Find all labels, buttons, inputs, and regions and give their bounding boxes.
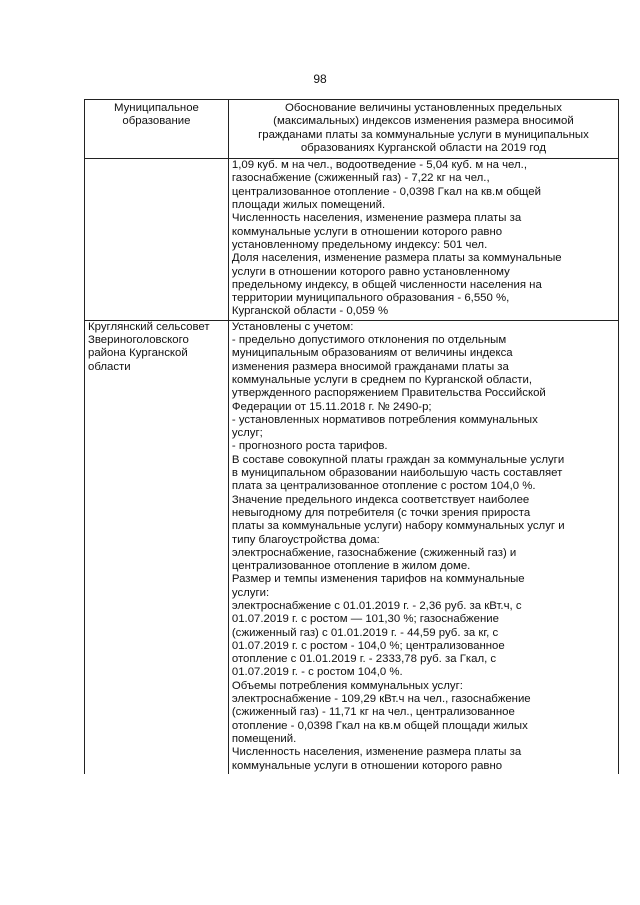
text-line: Численность населения, изменение размера платы за xyxy=(231,212,522,225)
text-line: Значение предельного индекса соответствует наиболее xyxy=(231,493,530,506)
text-line: платы за коммунальные услуги) набору коммунальных услуг и xyxy=(231,520,565,533)
text-line: В составе совокупной платы граждан за коммунальные услуги xyxy=(231,453,565,466)
text-line: отопление с 01.01.2019 г. - 2333,78 руб. за Гкал, с xyxy=(231,653,497,666)
text-line: централизованное отопление в жилом доме. xyxy=(231,560,471,573)
text-line: (сжиженный газ) - 11,71 кг на чел., централизованное xyxy=(231,706,515,719)
text-line: предельному индексу, в общей численности населения на xyxy=(231,278,542,291)
text-line: установленному предельному индексу: 501 чел. xyxy=(231,238,488,251)
text-line: услуги: xyxy=(231,586,270,599)
municipality-name-line: области xyxy=(88,360,131,373)
text-line: газоснабжение (сжиженный газ) - 7,22 кг на чел., xyxy=(231,172,490,185)
text-line: - установленных нормативов потребления коммунальных xyxy=(231,413,538,426)
text-line: Курганской области - 0,059 % xyxy=(231,305,389,318)
text-line: коммунальные услуги в отношении которого равно xyxy=(231,225,503,238)
text-line: 01.07.2019 г. с ростом - 104,0 %; централизованное xyxy=(231,639,505,652)
text-line: (сжиженный газ) с 01.01.2019 г. - 44,59 руб. за кг, с xyxy=(231,626,499,639)
text-line: электроснабжение, газоснабжение (сжиженный газ) и xyxy=(231,546,517,559)
header-line: гражданами платы за коммунальные услуги в муниципальных xyxy=(258,128,589,141)
text-line: плата за централизованное отопление с ростом 104,0 %. xyxy=(231,480,536,493)
text-line: 1,09 куб. м на чел., водоотведение - 5,04 куб. м на чел., xyxy=(231,159,527,172)
header-line: Муниципальное xyxy=(113,102,199,114)
text-line: электроснабжение с 01.01.2019 г. - 2,36 руб. за кВт.ч, с xyxy=(231,599,522,612)
header-justification xyxy=(228,100,618,159)
header-line: образование xyxy=(122,115,191,128)
table-row xyxy=(85,320,619,774)
municipality-cell xyxy=(85,320,229,774)
header-municipality xyxy=(85,100,229,159)
text-line: площади жилых помещений. xyxy=(231,199,386,212)
text-line: коммунальные услуги в отношении которого равно xyxy=(231,759,503,772)
municipality-name-line: Круглянский сельсовет xyxy=(88,320,210,333)
tariff-index-table xyxy=(84,99,619,774)
header-line: Обоснование величины установленных предельных xyxy=(284,102,562,114)
text-line: централизованное отопление - 0,0398 Гкал на кв.м общей xyxy=(231,185,542,198)
text-line: Федерации от 15.11.2018 г. № 2490-р; xyxy=(231,400,432,413)
text-line: Численность населения, изменение размера платы за xyxy=(231,746,522,759)
text-line: услуг; xyxy=(231,427,263,440)
table-row xyxy=(85,159,619,321)
text-line: помещений. xyxy=(231,732,297,745)
text-line: - прогнозного роста тарифов. xyxy=(231,440,388,453)
text-line: муниципальным образованиям от величины индекса xyxy=(231,347,513,360)
text-line: 01.07.2019 г. с ростом — 101,30 %; газоснабжение xyxy=(231,613,500,626)
text-line: услуги в отношении которого равно установленному xyxy=(231,265,510,278)
header-line: (максимальных) индексов изменения размера вносимой xyxy=(273,115,574,128)
text-line: невыгодному для потребителя (с точки зрения прироста xyxy=(231,506,531,519)
page-number: 98 xyxy=(313,72,327,86)
text-line: - предельно допустимого отклонения по отдельным xyxy=(231,334,507,347)
table-header-row xyxy=(85,100,619,159)
text-line: типу благоустройства дома: xyxy=(231,533,380,546)
text-line: Размер и темпы изменения тарифов на коммунальные xyxy=(231,573,525,586)
text-line: утвержденного распоряжением Правительства Российской xyxy=(231,387,546,400)
municipality-name-line: района Курганской xyxy=(88,347,188,360)
municipality-cell xyxy=(85,159,229,321)
text-line: коммунальные услуги в среднем по Курганской области, xyxy=(231,373,533,386)
text-line: в муниципальном образовании наибольшую часть составляет xyxy=(231,467,563,480)
municipality-name-line: Звериноголовского xyxy=(88,334,189,347)
text-line: 01.07.2019 г. - с ростом 104,0 %. xyxy=(231,666,403,679)
text-line: Объемы потребления коммунальных услуг: xyxy=(231,679,463,692)
header-line: образованиях Курганской области на 2019 год xyxy=(300,141,547,154)
text-line: Доля населения, изменение размера платы за коммунальные xyxy=(231,252,562,265)
text-line: электроснабжение - 109,29 кВт.ч на чел., газоснабжение xyxy=(231,693,531,706)
justification-cell xyxy=(228,159,618,321)
text-line: Установлены с учетом: xyxy=(231,320,354,333)
text-line: территории муниципального образования - 6,550 %, xyxy=(231,292,510,305)
text-line: отопление - 0,0398 Гкал на кв.м общей площади жилых xyxy=(231,719,528,732)
text-line: изменения размера вносимой гражданами платы за xyxy=(231,360,509,373)
justification-cell xyxy=(228,320,618,774)
